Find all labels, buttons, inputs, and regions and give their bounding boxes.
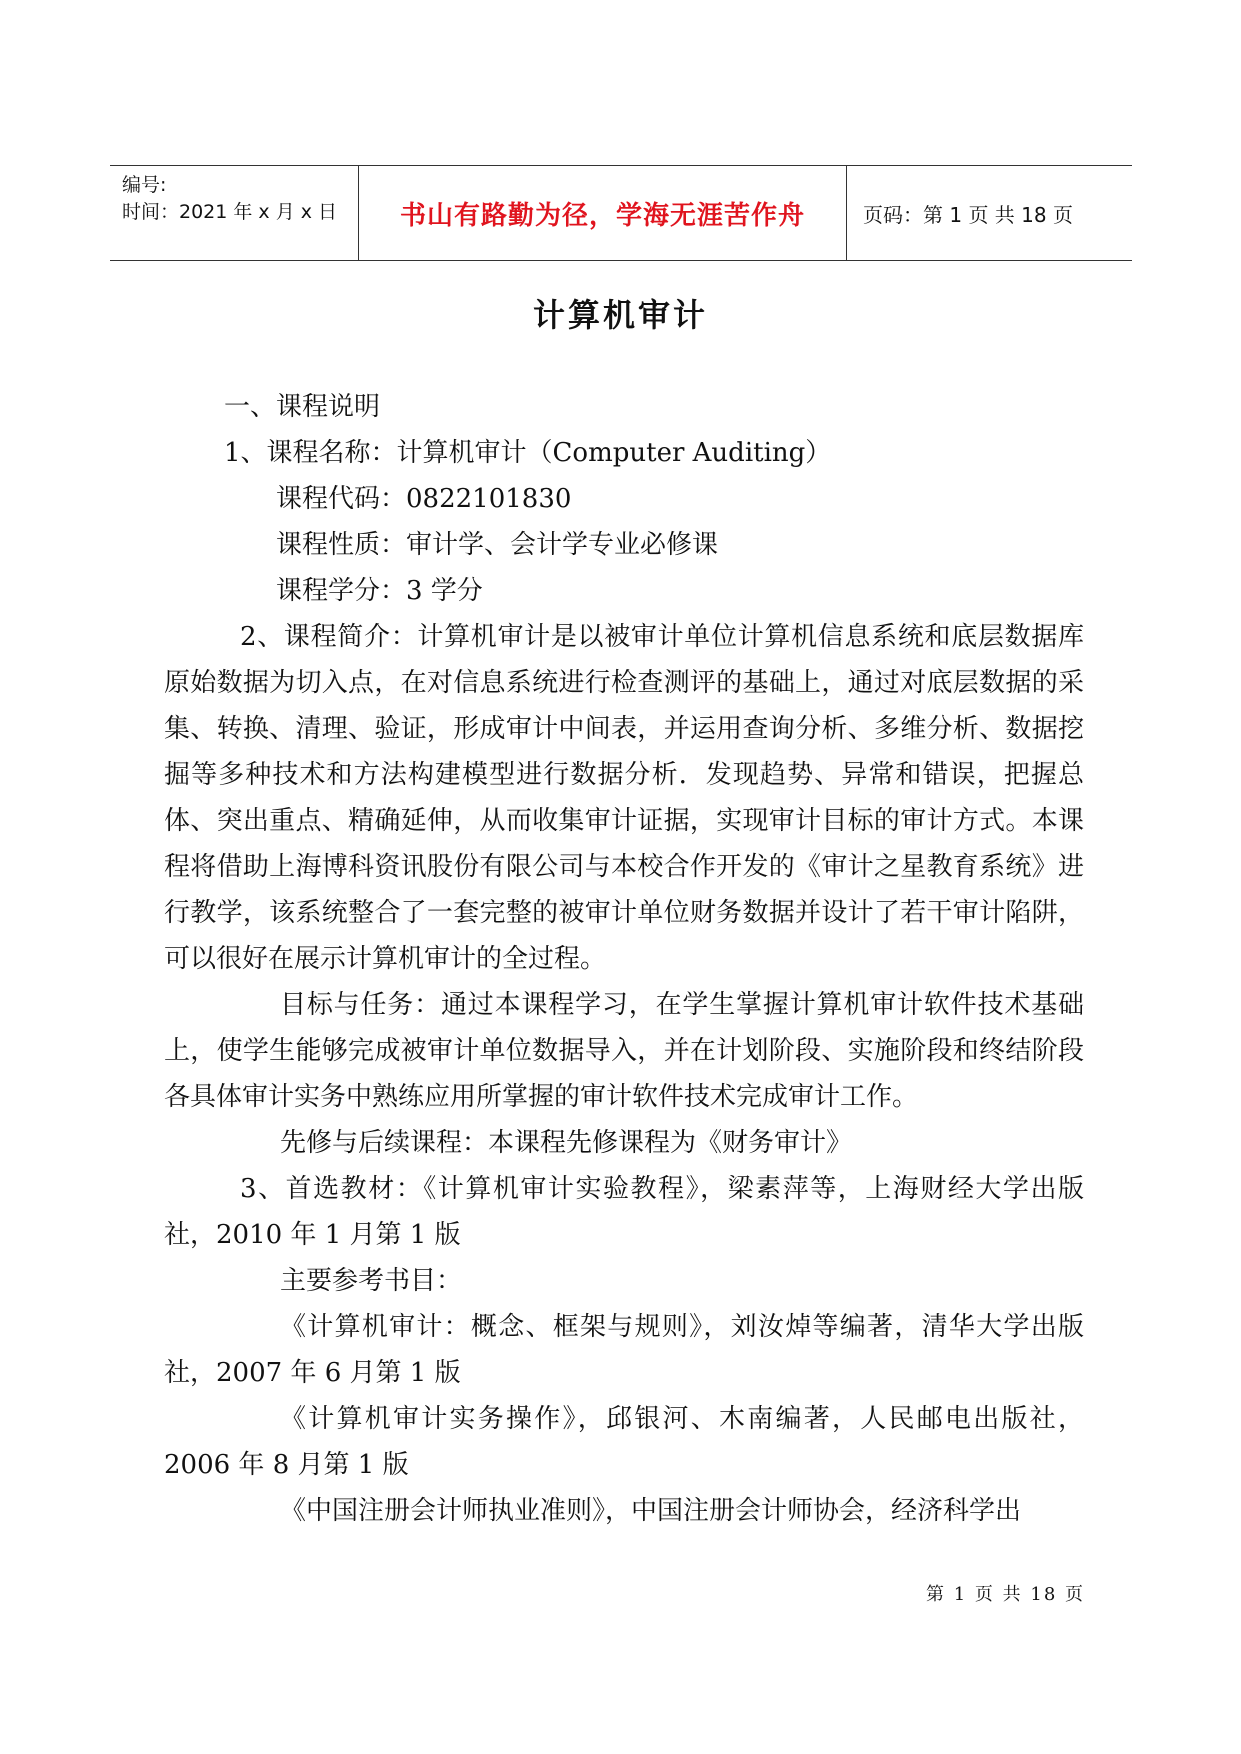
course-prerequisite: 先修与后续课程：本课程先修课程为《财务审计》 xyxy=(280,1128,853,1158)
document-title: 计算机审计 xyxy=(532,296,708,334)
reference-item: 《计算机审计：概念、框架与规则》，刘汝焯等编著，清华大学出版社，2007 年 6 月第 1 版 xyxy=(164,1312,1084,1388)
course-name: 1、课程名称：计算机审计（Computer Auditing） xyxy=(224,438,832,468)
page-footer: 第 1 页 共 18 页 xyxy=(926,1584,1085,1605)
document-time: 时间：2021 年 x 月 x 日 xyxy=(122,201,338,223)
section-heading: 一、课程说明 xyxy=(224,392,381,422)
header-page-code: 页码：第 1 页 共 18 页 xyxy=(863,202,1073,227)
header-meta xyxy=(110,166,359,260)
references-heading: 主要参考书目： xyxy=(280,1266,463,1296)
document-number-label: 编号: xyxy=(122,174,167,196)
header-motto: 书山有路勤为径，学海无涯苦作舟 xyxy=(359,166,847,260)
reference-item: 《计算机审计实务操作》，邱银河、木南编著，人民邮电出版社，2006 年 8 月第 1 版 xyxy=(164,1404,1084,1480)
course-intro-paragraph: 2、课程简介：计算机审计是以被审计单位计算机信息系统和底层数据库原始数据为切入点，在对信息系统进行检查测评的基础上，通过对底层数据的采集、转换、清理、验证，形成审计中间表，并运用查询分析、多维分析、数据挖掘等多种技术和方法构建模型进行数据分析．发现趋势、异常和错误，把握总体、突出重点、精确延伸，从而收集审计证据，实现审计目标的审计方式。本课程将借助上海博科资讯股份有限公司与本校合作开发的《审计之星教育系统》进行教学，该系统整合了一套完整的被审计单位财务数据并设计了若干审计陷阱，可以很好在展示计算机审计的全过程。 xyxy=(164,622,1084,974)
reference-item: 《中国注册会计师执业准则》，中国注册会计师协会，经济科学出 xyxy=(280,1496,1022,1526)
course-credit: 课程学分：3 学分 xyxy=(276,576,483,606)
course-goal-paragraph: 目标与任务：通过本课程学习，在学生掌握计算机审计软件技术基础上，使学生能够完成被审计单位数据导入，并在计划阶段、实施阶段和终结阶段各具体审计实务中熟练应用所掌握的审计软件技术完成审计工作。 xyxy=(164,990,1084,1112)
textbook-paragraph: 3、首选教材：《计算机审计实验教程》，梁素萍等，上海财经大学出版社，2010 年 1 月第 1 版 xyxy=(164,1174,1084,1250)
document-body xyxy=(164,384,1084,1534)
course-code: 课程代码：0822101830 xyxy=(276,484,572,514)
page-header xyxy=(110,165,1132,261)
course-nature: 课程性质：审计学、会计学专业必修课 xyxy=(276,530,719,560)
